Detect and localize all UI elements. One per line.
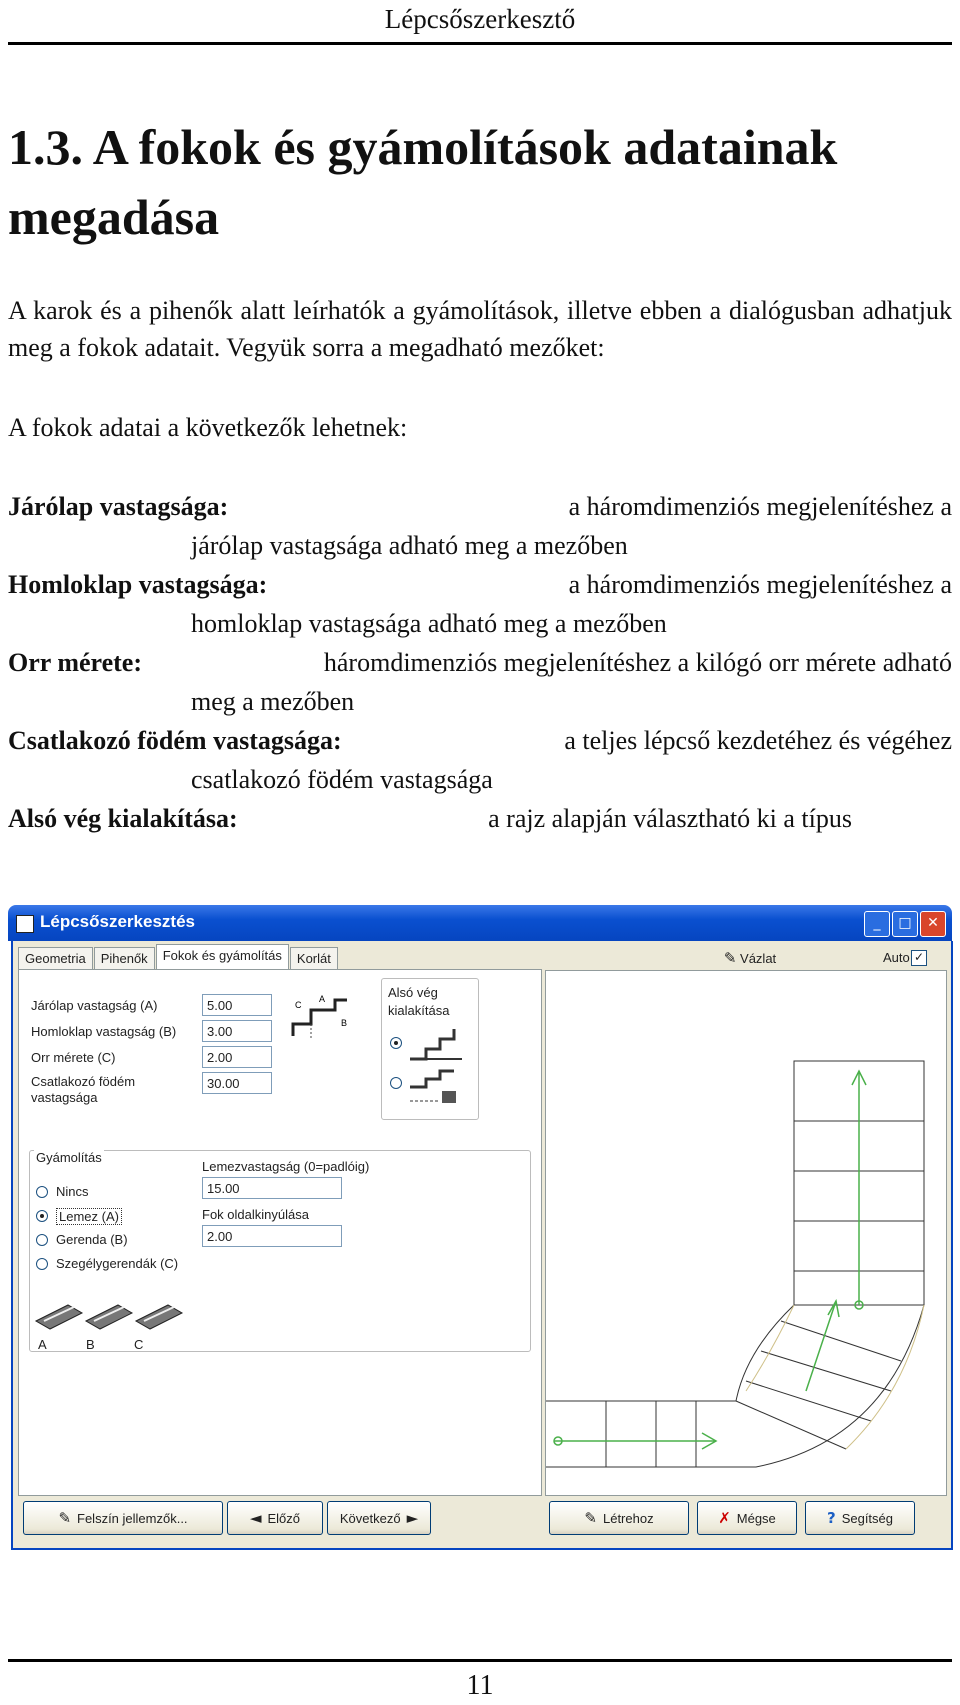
gyamolitas-option-nincs[interactable] [36, 1186, 48, 1198]
elozo-button[interactable] [227, 1501, 323, 1535]
segitseg-button[interactable] [805, 1501, 915, 1535]
definition-desc: a rajz alapján választható ki a típus [488, 804, 852, 833]
window-titlebar[interactable] [8, 905, 952, 941]
thumb-label-b: B [86, 1337, 95, 1352]
definition-cont: meg a mezőben [191, 687, 355, 716]
definition-csatlakozo [8, 721, 952, 799]
definition-cont: homloklap vastagsága adható meg a mezőben [191, 609, 667, 638]
back-arrow-icon: ◄ [249, 1509, 262, 1527]
lemez-input[interactable]: 15.00 [202, 1177, 342, 1199]
tab-strip [18, 947, 339, 969]
definition-desc: háromdimenziós megjelenítéshez a kilógó orr mérete adható [323, 648, 952, 677]
gyamolitas-option-label: Gerenda (B) [56, 1232, 128, 1247]
support-type-thumbnails [34, 1291, 184, 1335]
support-a-icon [36, 1305, 82, 1329]
page-number: 11 [466, 1670, 494, 1701]
felszin-label: Felszín jellemzők... [77, 1510, 188, 1526]
felszin-button[interactable] [23, 1501, 223, 1535]
support-b-icon [86, 1305, 132, 1329]
definition-desc: a háromdimenziós megjelenítéshez a [568, 570, 952, 599]
tab-pihenok[interactable]: Pihenők [94, 947, 155, 969]
segitseg-label: Segítség [841, 1510, 894, 1526]
definition-desc: a teljes lépcső kezdetéhez és végéhez [564, 726, 952, 755]
csatlakozo-label: Csatlakozó födém [31, 1074, 136, 1089]
lemez-label: Lemezvastagság (0=padlóig) [202, 1159, 370, 1174]
auto-checkbox[interactable]: ✓ [911, 950, 927, 966]
kovetkezo-button[interactable] [327, 1501, 431, 1535]
diagram-label-c: C [295, 1000, 302, 1010]
vazlat-button[interactable] [625, 947, 875, 969]
homloklap-label: Homloklap vastagság (B) [31, 1024, 177, 1039]
running-header [8, 0, 952, 45]
tab-geometria[interactable]: Geometria [18, 947, 93, 969]
homloklap-input[interactable]: 3.00 [202, 1020, 272, 1042]
jarolap-input[interactable]: 5.00 [202, 994, 272, 1016]
window-client [11, 941, 953, 1550]
thumb-label-c: C [134, 1337, 144, 1352]
fok-label: Fok oldalkinyúlása [202, 1207, 309, 1222]
gyamolitas-option-gerenda[interactable] [36, 1234, 48, 1246]
footer-rule [8, 1659, 952, 1662]
definition-term: Csatlakozó födém vastagsága: [8, 726, 342, 755]
jarolap-label: Járólap vastagság (A) [31, 998, 158, 1013]
letrehoz-button[interactable] [549, 1501, 689, 1535]
also-veg-group [381, 978, 479, 1120]
window-title: Lépcsőszerkesztés [40, 912, 195, 931]
kovetkezo-label: Következő [339, 1510, 401, 1526]
gyamolitas-group [29, 1150, 531, 1352]
maximize-button[interactable]: □ [892, 911, 918, 937]
minimize-button[interactable]: _ [864, 911, 890, 937]
stair-plan-drawing [546, 971, 946, 1495]
also-veg-option-1[interactable] [390, 1037, 402, 1049]
running-header-title: Lépcsőszerkesztő [384, 4, 576, 34]
help-icon: ? [826, 1509, 836, 1527]
intro-paragraph: A karok és a pihenők alatt leírhatók a gyámolítások, illetve ebben a dialógusban adhatjuk meg a fokok adatait. Vegyük sorra a megadható mezőket: [8, 296, 952, 362]
definition-cont: járólap vastagsága adható meg a mezőben [191, 531, 628, 560]
tab-korlat[interactable]: Korlát [290, 947, 338, 969]
definition-orr [8, 643, 952, 721]
stair-plan-preview[interactable] [545, 970, 947, 1496]
pencil-icon: ✎ [584, 1509, 597, 1527]
also-veg-label: Alsó vég [388, 985, 438, 1000]
diagram-label-b: B [341, 1018, 348, 1028]
definition-desc: a háromdimenziós megjelenítéshez a [568, 492, 952, 521]
elozo-label: Előző [267, 1510, 301, 1526]
definition-also-veg [8, 799, 952, 838]
support-c-icon [136, 1305, 182, 1329]
gyamolitas-option-label: Lemez (A) [56, 1208, 122, 1225]
stair-end-type-1-icon [408, 1027, 464, 1063]
definition-list [8, 487, 952, 838]
also-veg-label-2: kialakítása [388, 1003, 450, 1018]
app-icon [16, 915, 34, 933]
orr-label: Orr mérete (C) [31, 1050, 116, 1065]
pencil-icon: ✎ [723, 949, 737, 967]
tab-panel [18, 969, 542, 1496]
gyamolitas-label: Gyámolítás [36, 1150, 102, 1165]
tab-fokok[interactable]: Fokok és gyámolítás [156, 944, 289, 969]
bottom-button-bar [19, 1497, 945, 1539]
also-veg-option-2[interactable] [390, 1077, 402, 1089]
definition-cont: csatlakozó födém vastagsága [191, 765, 493, 794]
thumb-label-a: A [38, 1337, 47, 1352]
csatlakozo-input[interactable]: 30.00 [202, 1072, 272, 1094]
letrehoz-label: Létrehoz [602, 1510, 654, 1526]
intro-paragraph-2: A fokok adatai a következők lehetnek: [8, 413, 408, 442]
csatlakozo-label-2: vastagsága [31, 1090, 98, 1105]
cross-icon: ✗ [718, 1509, 731, 1527]
stair-editor-window [8, 905, 952, 1551]
section-heading: 1.3. A fokok és gyámolítások adatainak megadása [8, 119, 838, 245]
gyamolitas-option-szegely[interactable] [36, 1258, 48, 1270]
megse-button[interactable] [697, 1501, 797, 1535]
definition-term: Homloklap vastagsága: [8, 570, 268, 599]
orr-input[interactable]: 2.00 [202, 1046, 272, 1068]
definition-homloklap [8, 565, 952, 643]
auto-label: Auto [883, 950, 910, 965]
forward-arrow-icon: ► [406, 1509, 419, 1527]
gyamolitas-option-lemez[interactable] [36, 1210, 48, 1222]
stair-end-type-2-icon [408, 1067, 464, 1107]
fok-input[interactable]: 2.00 [202, 1225, 342, 1247]
definition-term: Járólap vastagsága: [8, 492, 229, 521]
brush-icon: ✎ [58, 1509, 72, 1527]
gyamolitas-option-label: Nincs [56, 1184, 89, 1199]
megse-label: Mégse [736, 1510, 776, 1526]
vazlat-label: Vázlat [740, 951, 777, 966]
definition-term: Orr mérete: [8, 648, 142, 677]
definition-term: Alsó vég kialakítása: [8, 804, 238, 833]
definition-jarolap [8, 487, 952, 565]
close-button[interactable]: ✕ [920, 911, 946, 937]
gyamolitas-option-label: Szegélygerendák (C) [56, 1256, 179, 1271]
preview-toolbar [545, 947, 945, 969]
step-dimension-diagram [289, 992, 351, 1042]
diagram-label-a: A [319, 994, 326, 1004]
